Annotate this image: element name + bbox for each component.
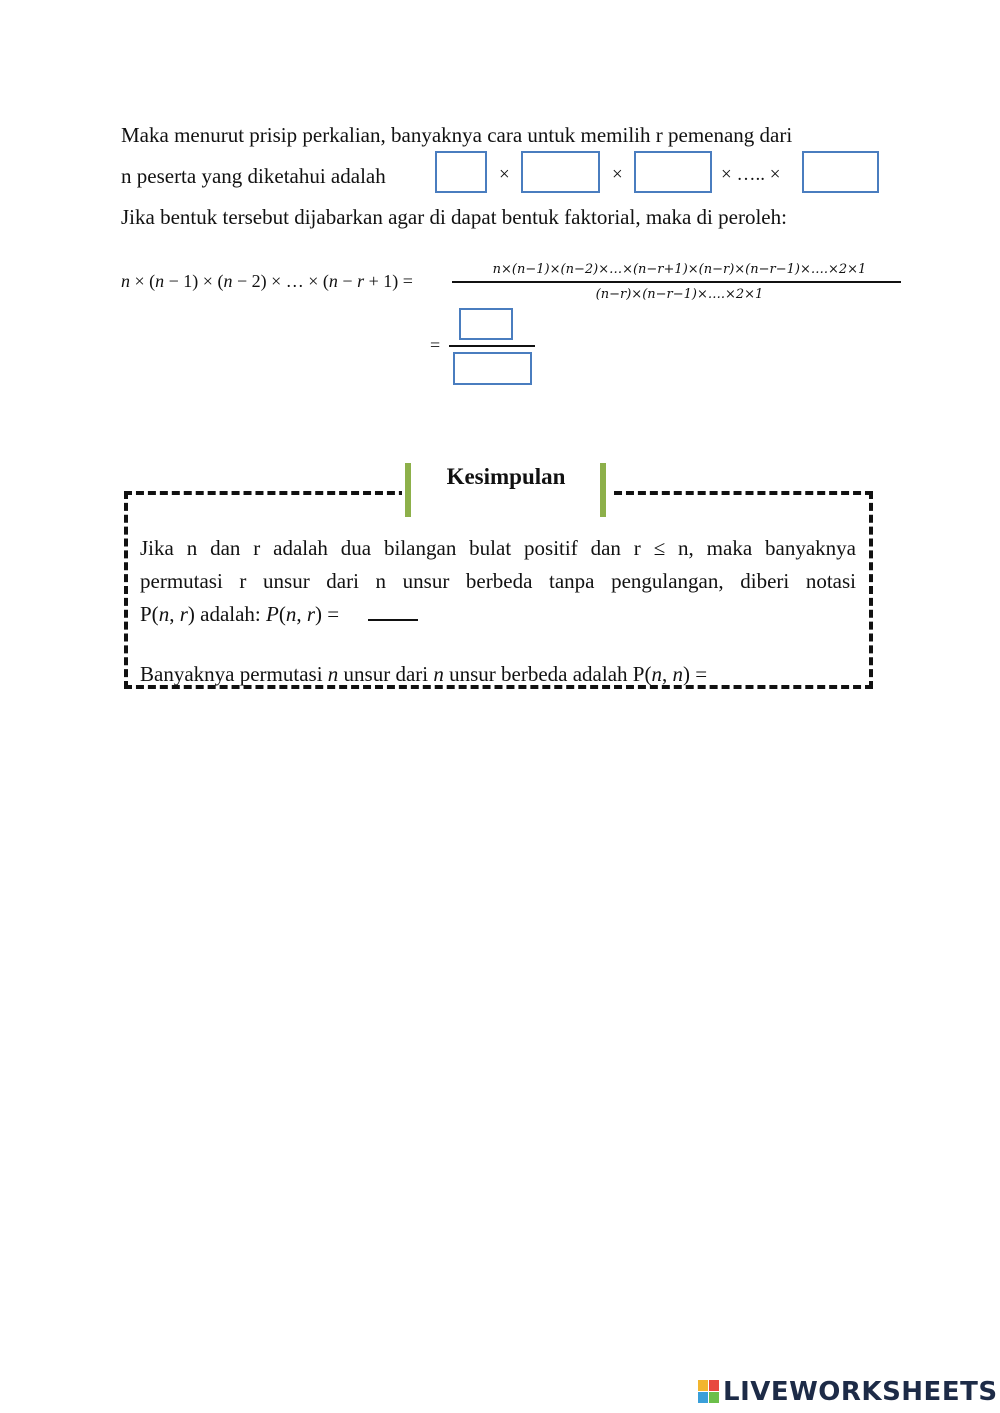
c3-n: n <box>158 602 170 626</box>
paragraph-line-1: Maka menurut prisip perkalian, banyaknya cara untuk memilih r pemenang dari <box>121 123 793 147</box>
c3-part: P( <box>140 602 159 626</box>
equation-lhs <box>121 272 413 290</box>
c4-part: , <box>661 662 673 686</box>
liveworksheets-logo-text: LIVEWORKSHEETS <box>723 1377 998 1407</box>
paragraph-line-2: n peserta yang diketahui adalah <box>121 164 386 188</box>
answer-box-4[interactable] <box>802 151 879 193</box>
paragraph-line-3: Jika bentuk tersebut dijabarkan agar di dapat bentuk faktorial, maka di peroleh: <box>121 205 787 229</box>
c3-r: r <box>179 602 188 626</box>
c3-part: ( <box>278 602 286 626</box>
c3-r: r <box>306 602 316 626</box>
c3-part: ) = <box>315 602 340 626</box>
c3-part: , <box>296 602 307 626</box>
lhs-n: n <box>121 271 130 291</box>
c4-n: n <box>672 662 683 686</box>
lhs-n: n <box>223 271 233 291</box>
numerator-answer-box[interactable] <box>459 308 513 340</box>
conclusion-title: Kesimpulan <box>446 464 566 489</box>
result-fraction-bar <box>449 345 535 347</box>
times-sign-2: × <box>612 164 623 185</box>
conclusion-line-3 <box>140 604 339 625</box>
conclusion-line-4 <box>140 664 707 685</box>
title-bar-right <box>600 463 606 517</box>
times-sign-1: × <box>499 164 510 185</box>
lhs-part-c: − 2) × … × ( <box>232 271 329 291</box>
conclusion-line-2: permutasi r unsur dari n unsur berbeda tanpa pengulangan, diberi notasi <box>140 569 856 593</box>
liveworksheets-logo-icon <box>698 1380 720 1404</box>
lhs-part-b: − 1) × ( <box>164 271 224 291</box>
times-ellipsis: × ….. × <box>721 164 781 185</box>
lhs-n: n <box>155 271 165 291</box>
lhs-part-d: − <box>337 271 358 291</box>
lhs-part-e: + 1) = <box>364 271 413 291</box>
answer-box-3[interactable] <box>634 151 712 193</box>
lhs-part-a: × ( <box>130 271 156 291</box>
blank-answer-line[interactable] <box>368 619 418 621</box>
fraction-denominator: (n−r)×(n−r−1)×….×2×1 <box>595 287 764 302</box>
c4-part: unsur berbeda adalah P( <box>443 662 652 686</box>
c4-n: n <box>327 662 339 686</box>
c4-part: Banyaknya permutasi <box>140 662 328 686</box>
equals-sign: = <box>430 335 441 355</box>
c3-n: n <box>285 602 297 626</box>
denominator-answer-box[interactable] <box>453 352 532 385</box>
fraction-bar <box>452 281 901 283</box>
c3-part: , <box>169 602 180 626</box>
c3-part: ) adalah: <box>187 602 266 626</box>
c4-n: n <box>651 662 662 686</box>
lhs-r: r <box>357 271 365 291</box>
c4-part: unsur dari <box>338 662 434 686</box>
title-bar-left <box>405 463 411 517</box>
conclusion-line-1: Jika n dan r adalah dua bilangan bulat positif dan r ≤ n, maka banyaknya <box>140 536 856 560</box>
c4-part: ) = <box>682 662 708 686</box>
lhs-n: n <box>328 271 338 291</box>
c3-P: P <box>266 602 279 626</box>
c4-n: n <box>433 662 444 686</box>
answer-box-1[interactable] <box>435 151 487 193</box>
fraction-numerator: n×(n−1)×(n−2)×…×(n−r+1)×(n−r)×(n−r−1)×….×2×1 <box>492 262 867 277</box>
answer-box-2[interactable] <box>521 151 600 193</box>
